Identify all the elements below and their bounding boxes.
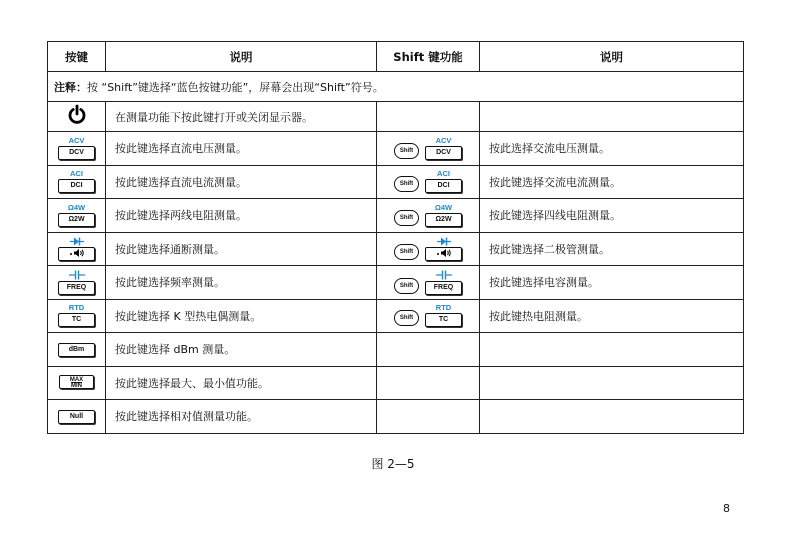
table-row — [48, 333, 744, 367]
row-desc: 按此键选择相对值测量功能。 — [106, 400, 377, 434]
row-shift-desc: 按此选择交流电压测量。 — [480, 132, 744, 166]
continuity-key — [425, 247, 462, 261]
continuity-key — [58, 247, 95, 261]
header-desc: 说明 — [106, 42, 377, 72]
table-row — [48, 165, 744, 199]
note-cell — [48, 72, 744, 102]
shift-key: Shift — [394, 310, 419, 326]
shift-key: Shift — [394, 278, 419, 294]
note-label: 注释： — [54, 80, 87, 94]
table-row — [48, 232, 744, 266]
table-header-row — [48, 42, 744, 72]
dcv-key: DCV — [425, 146, 462, 160]
continuity-speaker-icon — [436, 248, 452, 258]
capacitor-icon — [69, 270, 85, 280]
row-shift-desc: 按此键选择交流电流测量。 — [480, 165, 744, 199]
min-label: $\overline{MIN}$ — [71, 383, 82, 390]
shift-key: Shift — [394, 210, 419, 226]
dbm-key: dBm — [58, 343, 95, 357]
null-key: Null — [58, 410, 95, 424]
header-shift: Shift 键功能 — [377, 42, 480, 72]
header-shift-desc: 说明 — [480, 42, 744, 72]
freq-key: FREQ — [425, 281, 462, 295]
tc-key: TC — [58, 313, 95, 327]
shift-key: Shift — [394, 244, 419, 260]
power-icon — [65, 103, 89, 127]
dci-key: DCI — [58, 179, 95, 193]
table-row — [48, 199, 744, 233]
row-desc: 按此键选择最大、最小值功能。 — [106, 366, 377, 400]
page-number: 8 — [723, 502, 730, 515]
acv-blue-label: ACV — [68, 135, 85, 145]
rtd-blue-label: RTD — [435, 303, 452, 313]
dci-key: DCI — [425, 179, 462, 193]
diode-icon — [437, 237, 451, 246]
table-row — [48, 299, 744, 333]
row-shift-desc: 按此键选择二极管测量。 — [480, 232, 744, 266]
max-min-key — [59, 375, 94, 389]
row-desc: 按此键选择频率测量。 — [106, 266, 377, 300]
note-text: 按 “Shift”键选择“蓝色按键功能”，屏幕会出现“Shift”符号。 — [87, 80, 384, 94]
note-row — [48, 72, 744, 102]
ohm4w-blue-label: Ω4W — [67, 202, 86, 212]
row-desc: 按此键选择通断测量。 — [106, 232, 377, 266]
table-row — [48, 102, 744, 132]
table-row — [48, 132, 744, 166]
header-key: 按键 — [48, 42, 106, 72]
row-shift-desc: 按此键热电阻测量。 — [480, 299, 744, 333]
table-row — [48, 400, 744, 434]
row-desc: 按此键选择两线电阻测量。 — [106, 199, 377, 233]
freq-key: FREQ — [58, 281, 95, 295]
row-desc: 按此键选择 K 型热电偶测量。 — [106, 299, 377, 333]
max-label: MAX — [69, 376, 84, 383]
aci-blue-label: ACI — [70, 169, 83, 179]
continuity-speaker-icon — [69, 248, 85, 258]
shift-key: Shift — [394, 143, 419, 159]
capacitor-icon — [436, 270, 452, 280]
ohm4w-blue-label: Ω4W — [434, 202, 453, 212]
diode-icon — [70, 237, 84, 246]
row-shift-desc: 按此键选择电容测量。 — [480, 266, 744, 300]
row-desc: 按此键选择直流电流测量。 — [106, 165, 377, 199]
table-row — [48, 366, 744, 400]
aci-blue-label: ACI — [437, 169, 450, 179]
ohm2w-key: Ω2W — [425, 213, 462, 227]
figure-caption: 图 2—5 — [371, 457, 415, 471]
row-desc: 按此键选择直流电压测量。 — [106, 132, 377, 166]
shift-key: Shift — [394, 176, 419, 192]
acv-blue-label: ACV — [435, 135, 452, 145]
table-row — [48, 266, 744, 300]
dcv-key: DCV — [58, 146, 95, 160]
ohm2w-key: Ω2W — [58, 213, 95, 227]
tc-key: TC — [425, 313, 462, 327]
row-desc: 按此键选择 dBm 测量。 — [106, 333, 377, 367]
power-key-cell — [48, 102, 106, 132]
row-shift-desc: 按此键选择四线电阻测量。 — [480, 199, 744, 233]
power-desc: 在测量功能下按此键打开或关闭显示器。 — [106, 102, 377, 132]
key-function-table — [47, 41, 744, 434]
rtd-blue-label: RTD — [68, 303, 85, 313]
